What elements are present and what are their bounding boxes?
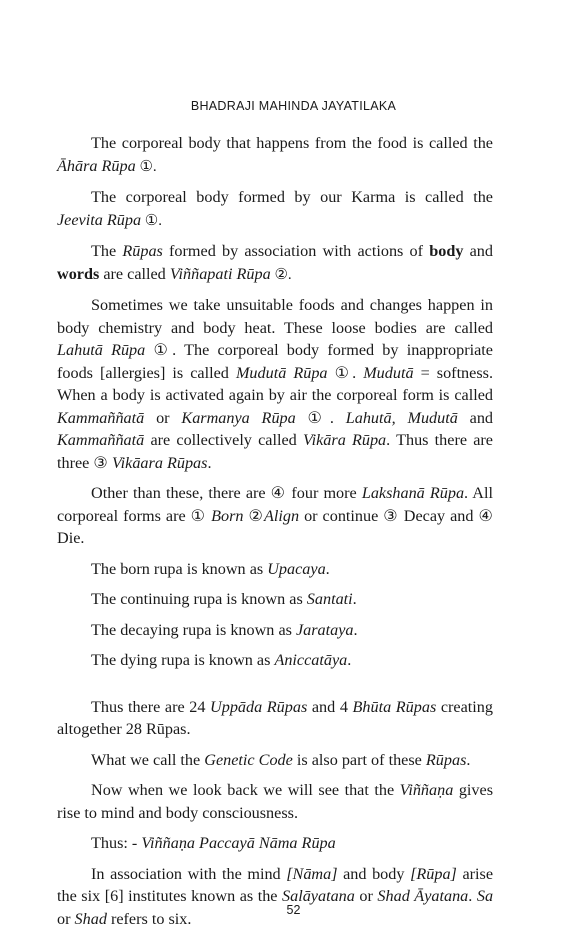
text: . (347, 651, 352, 669)
line-santati (57, 588, 493, 611)
line-aniccataya (57, 649, 493, 672)
marker: ①. (135, 158, 157, 175)
text: Thus there are 24 (91, 697, 211, 716)
term: Lakshanā Rūpa (361, 484, 465, 502)
text: or (354, 887, 378, 905)
line-paccaya (57, 832, 493, 855)
paragraph-genetic-code (57, 749, 493, 772)
text: The decaying rupa is known as (91, 620, 296, 639)
text: . (468, 887, 477, 905)
text: or (57, 909, 75, 928)
term: Mudutā Rūpa (235, 363, 328, 382)
text: or continue ③ Decay and ④ Die. (57, 506, 493, 547)
line-jarataya (57, 619, 493, 642)
text: The born rupa is known as (91, 559, 268, 578)
text: Sometimes we take unsuitable foods and changes happen in body chemistry and body heat. These loose bodies are called (57, 296, 493, 337)
term: Born (211, 506, 244, 525)
text: . Thus there are three ③ (57, 431, 493, 472)
text: arise the six [6] institutes known as the (57, 864, 493, 905)
marker: ②. (270, 266, 292, 283)
term: Viññapati Rūpa (169, 264, 271, 283)
text: The continuing rupa is known as (91, 590, 307, 608)
term: Uppāda Rūpas (210, 697, 308, 716)
text: or (144, 408, 182, 427)
text: are collectively called (144, 431, 303, 449)
term: Kammaññatā (57, 431, 145, 449)
line-upacaya (57, 558, 493, 581)
term: Rūpas (425, 750, 467, 769)
text: ①. (327, 363, 364, 382)
paragraph-vinnana (57, 779, 493, 824)
text: The corporeal body that happens from the food is called the (91, 134, 493, 152)
paragraph-lakshana-rupa (57, 482, 493, 550)
term: Lahutā, Mudutā (345, 408, 458, 427)
text: and (457, 408, 494, 427)
text: . (325, 559, 330, 578)
text: = softness. When a body is activated again by air the corporeal form is called (57, 363, 493, 404)
text: . (352, 590, 357, 608)
term: Karmanya Rūpa (181, 408, 296, 427)
text: ② (243, 506, 264, 525)
text: The dying rupa is known as (91, 651, 275, 669)
paragraph-jeevita-rupa (57, 186, 493, 232)
bold-term: body (429, 242, 464, 260)
term: Shad Āyatana (377, 887, 469, 905)
text: The (91, 242, 123, 260)
term: Mudutā (363, 363, 414, 382)
term: Align (263, 506, 300, 525)
text: What we call the (91, 750, 205, 769)
text: Thus: - (91, 834, 142, 852)
term: Rūpas (122, 242, 163, 260)
text: ①. (295, 408, 346, 427)
text: ①. The corporeal body formed by inappropriate foods [allergies] is called (57, 341, 493, 382)
text: and body (337, 864, 411, 883)
term: [Nāma] (286, 864, 338, 883)
term: Viññaṇa Paccayā Nāma Rūpa (141, 834, 336, 852)
term: [Rūpa] (410, 864, 457, 883)
text: and 4 (307, 697, 353, 716)
text: The corporeal body formed by our Karma is called the (91, 188, 493, 206)
term: Santati (306, 590, 353, 608)
marker: ①. (141, 212, 162, 229)
paragraph-vinnapati-rupa (57, 240, 493, 286)
text: . (353, 620, 358, 639)
page-number: 52 (286, 903, 301, 917)
paragraph-vikara-rupa (57, 294, 493, 474)
text: is also part of these (292, 750, 426, 769)
term: Bhūta Rūpas (352, 697, 437, 716)
text: . (207, 453, 212, 472)
text: . All corporeal forms are ① (57, 484, 493, 525)
paragraph-salayatana (57, 863, 493, 931)
text: . (466, 750, 471, 769)
term: Jarataya (295, 620, 354, 639)
text: gives rise to mind and body consciousness. (57, 781, 493, 822)
term: Sa (476, 887, 494, 905)
text: refers to six. (106, 909, 192, 928)
paragraph-ahara-rupa (57, 132, 493, 178)
text: creating altogether 28 Rūpas. (57, 697, 493, 738)
term: Salāyatana (282, 887, 355, 905)
text: are called (99, 264, 170, 283)
page-body (57, 132, 493, 938)
bold-term: words (57, 264, 100, 283)
term: Shad (74, 909, 107, 928)
term: Vikāara Rūpas (111, 453, 208, 472)
term: Genetic Code (204, 750, 293, 769)
term: Vikāra Rūpa (302, 431, 387, 449)
running-header: BHADRAJI MAHINDA JAYATILAKA (190, 99, 397, 113)
term: Lahutā Rūpa (57, 341, 146, 359)
term: Viññaṇa (399, 781, 454, 799)
term: Jeevita Rūpa (57, 210, 142, 229)
term: Kammaññatā (57, 408, 145, 427)
text: and (463, 242, 493, 260)
text: In association with the mind (91, 864, 287, 883)
term: Aniccatāya (274, 651, 348, 669)
paragraph-28-rupas (57, 696, 493, 741)
text: Now when we look back we will see that the (91, 781, 400, 799)
text: formed by association with actions of (162, 242, 430, 260)
term: Upacaya (267, 559, 326, 578)
text: Other than these, there are ④ four more (91, 484, 362, 502)
term: Āhāra Rūpa (57, 156, 136, 175)
